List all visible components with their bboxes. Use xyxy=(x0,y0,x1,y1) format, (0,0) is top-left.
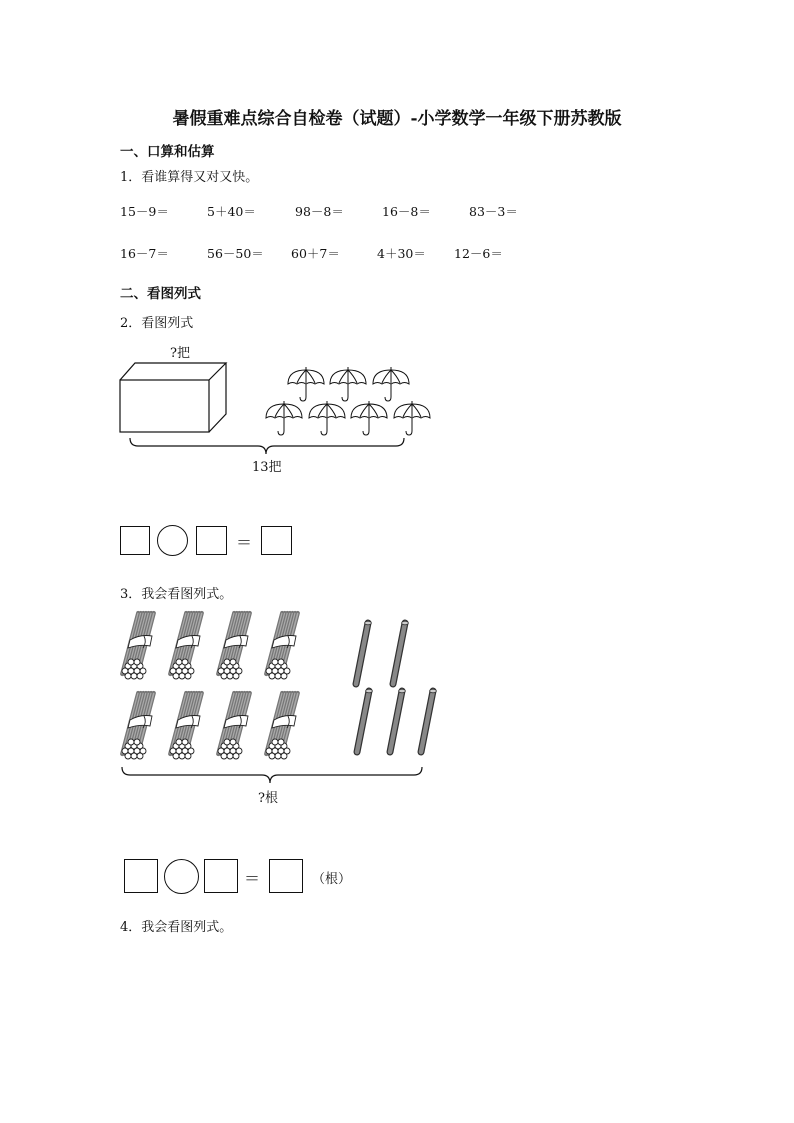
stick-bundle-icon xyxy=(218,613,250,679)
expression-2-4: 4＋30＝ xyxy=(377,246,426,261)
stick-bundle-icon xyxy=(170,693,202,759)
stick-bundle-icon xyxy=(266,613,298,679)
stick-bundle-group xyxy=(122,613,298,759)
total-count-label: 13把 xyxy=(252,460,282,475)
stick-icon xyxy=(421,689,436,752)
expression-1-3: 98－8＝ xyxy=(295,204,344,219)
stick-icon xyxy=(356,621,371,684)
stick-icon xyxy=(390,689,405,752)
unit-label: （根） xyxy=(312,872,352,887)
expression-2-5: 12－6＝ xyxy=(454,246,503,261)
single-stick-group xyxy=(356,621,436,752)
stick-icon xyxy=(393,621,408,684)
stick-bundle-icon xyxy=(170,613,202,679)
expression-2-2: 56－50＝ xyxy=(207,246,264,261)
section-1-heading: 一、口算和估算 xyxy=(120,144,215,160)
section-2-heading: 二、看图列式 xyxy=(120,286,201,302)
page-title: 暑假重难点综合自检卷（试题）-小学数学一年级下册苏教版 xyxy=(172,109,622,129)
expression-2-3: 60＋7＝ xyxy=(291,246,340,261)
question-1-label: 1．看谁算得又对又快。 xyxy=(120,170,259,185)
sticks-brace xyxy=(122,767,422,783)
stick-bundle-icon xyxy=(266,693,298,759)
expression-1-5: 83－3＝ xyxy=(469,204,518,219)
expression-2-1: 16－7＝ xyxy=(120,246,169,261)
operator-circle[interactable] xyxy=(164,859,199,894)
question-4-label: 4．我会看图列式。 xyxy=(120,920,233,935)
unknown-count-label: ?把 xyxy=(170,346,190,361)
unknown-sticks-label: ?根 xyxy=(258,791,278,806)
question-2-label: 2．看图列式 xyxy=(120,316,194,331)
equals-sign: ＝ xyxy=(244,869,261,888)
answer-box-2[interactable] xyxy=(204,859,238,893)
equals-sign: ＝ xyxy=(236,533,253,552)
expression-1-1: 15－9＝ xyxy=(120,204,169,219)
stick-bundle-icon xyxy=(122,693,154,759)
stick-bundle-icon xyxy=(218,693,250,759)
answer-box-1[interactable] xyxy=(124,859,158,893)
stick-icon xyxy=(357,689,372,752)
stick-bundle-icon xyxy=(122,613,154,679)
question-3-label: 3．我会看图列式。 xyxy=(120,587,233,602)
answer-box-result[interactable] xyxy=(269,859,303,893)
expression-1-2: 5＋40＝ xyxy=(207,204,256,219)
expression-1-4: 16－8＝ xyxy=(382,204,431,219)
